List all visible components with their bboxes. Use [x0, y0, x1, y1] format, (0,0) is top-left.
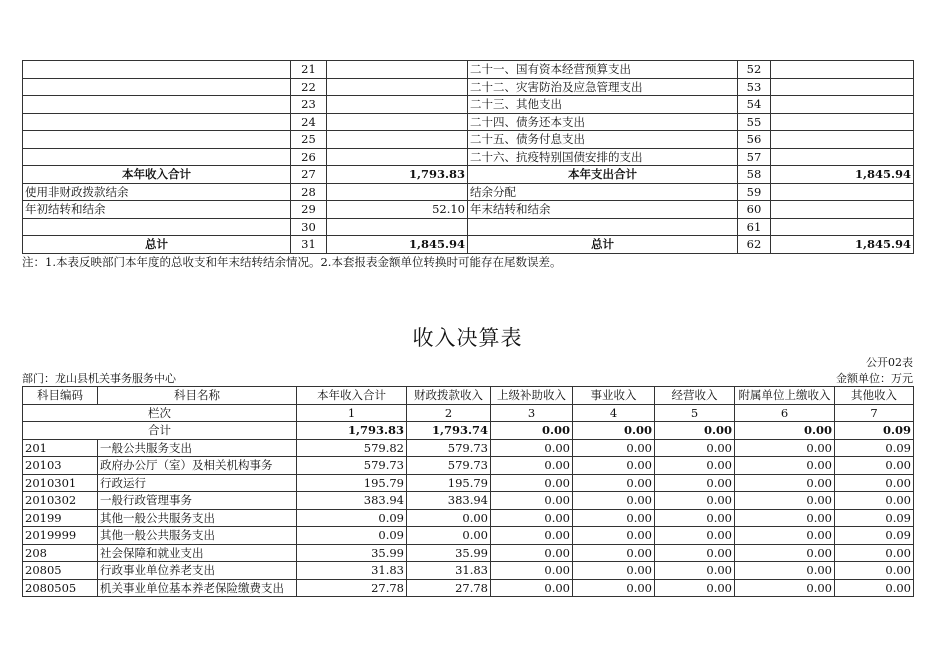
expense-line-number: 56 [738, 131, 771, 149]
expense-amount [771, 218, 914, 236]
expense-amount [771, 113, 914, 131]
income-line-number: 24 [291, 113, 327, 131]
amount-cell: 0.00 [735, 544, 835, 562]
amount-cell: 0.00 [655, 527, 735, 545]
amount-cell: 0.00 [835, 492, 914, 510]
amount-cell: 0.00 [491, 457, 573, 475]
subject-code: 201 [23, 439, 98, 457]
table-row [23, 509, 914, 527]
amount-cell: 579.73 [407, 439, 491, 457]
table-row [23, 492, 914, 510]
income-amount: 1,845.94 [327, 236, 468, 254]
expense-item: 二十四、债务还本支出 [468, 113, 738, 131]
amount-cell: 0.00 [491, 439, 573, 457]
amount-cell: 0.00 [655, 474, 735, 492]
total-value: 0.00 [491, 422, 573, 440]
header-code: 科目编码 [23, 387, 98, 405]
amount-cell: 0.00 [491, 562, 573, 580]
total-value: 1,793.83 [297, 422, 407, 440]
amount-cell: 0.00 [407, 527, 491, 545]
expense-amount [771, 61, 914, 79]
total-value: 0.00 [655, 422, 735, 440]
subject-code: 2010301 [23, 474, 98, 492]
amount-cell: 0.00 [573, 509, 655, 527]
header-business-income: 事业收入 [573, 387, 655, 405]
income-item [23, 61, 291, 79]
table-row [23, 579, 914, 597]
amount-cell: 0.00 [491, 527, 573, 545]
amount-cell: 0.00 [655, 544, 735, 562]
income-amount [327, 218, 468, 236]
amount-cell: 0.00 [573, 527, 655, 545]
amount-cell: 0.00 [735, 562, 835, 580]
expense-amount [771, 96, 914, 114]
total-value: 0.00 [735, 422, 835, 440]
amount-cell: 0.09 [835, 439, 914, 457]
expense-line-number: 54 [738, 96, 771, 114]
expense-item: 本年支出合计 [468, 166, 738, 184]
summary-row [23, 96, 914, 114]
amount-cell: 0.00 [491, 474, 573, 492]
amount-cell: 0.09 [835, 509, 914, 527]
summary-row [23, 201, 914, 219]
income-item: 本年收入合计 [23, 166, 291, 184]
expense-line-number: 57 [738, 148, 771, 166]
subject-name: 政府办公厅（室）及相关机构事务 [98, 457, 297, 475]
amount-cell: 0.00 [835, 474, 914, 492]
total-label: 合计 [23, 422, 297, 440]
amount-cell: 0.00 [491, 509, 573, 527]
expense-item: 二十六、抗疫特别国债安排的支出 [468, 148, 738, 166]
income-table-body [23, 439, 914, 597]
subject-name: 社会保障和就业支出 [98, 544, 297, 562]
amount-cell: 0.00 [655, 439, 735, 457]
income-item: 年初结转和结余 [23, 201, 291, 219]
amount-cell: 35.99 [297, 544, 407, 562]
total-value: 0.00 [573, 422, 655, 440]
subject-code: 20805 [23, 562, 98, 580]
income-line-number: 23 [291, 96, 327, 114]
income-line-number: 21 [291, 61, 327, 79]
income-line-number: 27 [291, 166, 327, 184]
income-amount [327, 148, 468, 166]
income-amount [327, 183, 468, 201]
amount-cell: 0.00 [573, 492, 655, 510]
table-row [23, 527, 914, 545]
expense-item [468, 218, 738, 236]
subject-code: 2010302 [23, 492, 98, 510]
summary-row [23, 236, 914, 254]
subject-name: 一般公共服务支出 [98, 439, 297, 457]
expense-item: 二十一、国有资本经营预算支出 [468, 61, 738, 79]
subject-code: 20103 [23, 457, 98, 475]
subject-name: 行政运行 [98, 474, 297, 492]
header-total-income: 本年收入合计 [297, 387, 407, 405]
income-amount: 52.10 [327, 201, 468, 219]
amount-cell: 0.00 [735, 457, 835, 475]
amount-cell: 0.00 [735, 439, 835, 457]
amount-cell: 27.78 [297, 579, 407, 597]
income-item [23, 131, 291, 149]
amount-cell: 0.00 [573, 544, 655, 562]
amount-cell: 579.73 [297, 457, 407, 475]
income-line-number: 25 [291, 131, 327, 149]
subject-code: 208 [23, 544, 98, 562]
income-table [22, 386, 914, 597]
income-line-number: 31 [291, 236, 327, 254]
income-item [23, 113, 291, 131]
col-number: 5 [655, 404, 735, 422]
amount-cell: 0.00 [573, 579, 655, 597]
table-row [23, 474, 914, 492]
expense-amount [771, 201, 914, 219]
amount-cell: 579.82 [297, 439, 407, 457]
income-item [23, 218, 291, 236]
amount-cell: 0.00 [655, 457, 735, 475]
expense-amount: 1,845.94 [771, 236, 914, 254]
income-amount [327, 78, 468, 96]
income-item: 总计 [23, 236, 291, 254]
amount-cell: 0.00 [655, 492, 735, 510]
amount-cell: 0.00 [735, 492, 835, 510]
table-note: 注：1.本表反映部门本年度的总收支和年末结转结余情况。2.本套报表金额单位转换时可能存在尾数误差。 [22, 255, 562, 269]
amount-cell: 0.09 [835, 527, 914, 545]
amount-cell: 31.83 [297, 562, 407, 580]
expense-item: 年末结转和结余 [468, 201, 738, 219]
income-amount: 1,793.83 [327, 166, 468, 184]
income-line-number: 26 [291, 148, 327, 166]
total-value: 1,793.74 [407, 422, 491, 440]
expense-amount [771, 78, 914, 96]
col-number: 7 [835, 404, 914, 422]
expense-amount [771, 131, 914, 149]
amount-cell: 0.00 [655, 562, 735, 580]
amount-cell: 0.00 [491, 544, 573, 562]
income-item: 使用非财政拨款结余 [23, 183, 291, 201]
amount-cell: 0.00 [735, 527, 835, 545]
expense-line-number: 55 [738, 113, 771, 131]
amount-cell: 0.00 [835, 544, 914, 562]
summary-row [23, 148, 914, 166]
amount-cell: 0.00 [491, 492, 573, 510]
expense-line-number: 62 [738, 236, 771, 254]
col-number: 2 [407, 404, 491, 422]
header-other-income: 其他收入 [835, 387, 914, 405]
amount-cell: 0.00 [573, 439, 655, 457]
summary-row [23, 218, 914, 236]
expense-item: 二十二、灾害防治及应急管理支出 [468, 78, 738, 96]
subject-name: 机关事业单位基本养老保险缴费支出 [98, 579, 297, 597]
income-amount [327, 96, 468, 114]
income-line-number: 30 [291, 218, 327, 236]
department-label: 部门：龙山县机关事务服务中心 [22, 372, 176, 385]
expense-line-number: 58 [738, 166, 771, 184]
expense-line-number: 60 [738, 201, 771, 219]
table-row [23, 439, 914, 457]
subject-code: 2080505 [23, 579, 98, 597]
income-amount [327, 131, 468, 149]
header-fiscal-income: 财政拨款收入 [407, 387, 491, 405]
amount-cell: 0.00 [655, 579, 735, 597]
income-header-row [23, 387, 914, 405]
col-number: 1 [297, 404, 407, 422]
header-operating-income: 经营收入 [655, 387, 735, 405]
total-value: 0.09 [835, 422, 914, 440]
income-item [23, 78, 291, 96]
subject-name: 一般行政管理事务 [98, 492, 297, 510]
col-number: 3 [491, 404, 573, 422]
subject-code: 2019999 [23, 527, 98, 545]
col-number: 4 [573, 404, 655, 422]
summary-table [22, 60, 914, 254]
summary-table-body [23, 61, 914, 254]
table-row [23, 457, 914, 475]
amount-cell: 0.00 [835, 562, 914, 580]
subject-code: 20199 [23, 509, 98, 527]
expense-item: 结余分配 [468, 183, 738, 201]
amount-cell: 0.00 [655, 509, 735, 527]
table-row [23, 544, 914, 562]
amount-cell: 27.78 [407, 579, 491, 597]
amount-cell: 0.00 [491, 579, 573, 597]
amount-cell: 383.94 [297, 492, 407, 510]
amount-cell: 35.99 [407, 544, 491, 562]
expense-item: 二十三、其他支出 [468, 96, 738, 114]
amount-cell: 0.00 [735, 509, 835, 527]
income-item [23, 96, 291, 114]
amount-cell: 383.94 [407, 492, 491, 510]
expense-amount [771, 148, 914, 166]
amount-cell: 0.00 [835, 579, 914, 597]
page-title: 收入决算表 [412, 326, 523, 350]
expense-line-number: 53 [738, 78, 771, 96]
summary-row [23, 113, 914, 131]
summary-row [23, 61, 914, 79]
expense-item: 总计 [468, 236, 738, 254]
amount-cell: 195.79 [297, 474, 407, 492]
amount-cell: 0.00 [835, 457, 914, 475]
income-line-number: 22 [291, 78, 327, 96]
amount-cell: 0.09 [297, 509, 407, 527]
expense-amount: 1,845.94 [771, 166, 914, 184]
summary-row [23, 183, 914, 201]
income-line-number: 29 [291, 201, 327, 219]
header-affiliate-income: 附属单位上缴收入 [735, 387, 835, 405]
unit-label: 金额单位：万元 [836, 372, 913, 385]
expense-item: 二十五、债务付息支出 [468, 131, 738, 149]
income-amount [327, 61, 468, 79]
income-amount [327, 113, 468, 131]
col-row-label: 栏次 [23, 404, 297, 422]
income-line-number: 28 [291, 183, 327, 201]
amount-cell: 0.00 [573, 562, 655, 580]
amount-cell: 0.00 [735, 474, 835, 492]
col-number: 6 [735, 404, 835, 422]
amount-cell: 0.09 [297, 527, 407, 545]
summary-row [23, 166, 914, 184]
amount-cell: 0.00 [573, 474, 655, 492]
expense-line-number: 59 [738, 183, 771, 201]
income-colnum-row [23, 404, 914, 422]
expense-line-number: 52 [738, 61, 771, 79]
amount-cell: 31.83 [407, 562, 491, 580]
amount-cell: 195.79 [407, 474, 491, 492]
header-superior-subsidy: 上级补助收入 [491, 387, 573, 405]
expense-amount [771, 183, 914, 201]
expense-line-number: 61 [738, 218, 771, 236]
subject-name: 其他一般公共服务支出 [98, 527, 297, 545]
income-total-row [23, 422, 914, 440]
table-row [23, 562, 914, 580]
amount-cell: 0.00 [735, 579, 835, 597]
summary-row [23, 78, 914, 96]
amount-cell: 0.00 [573, 457, 655, 475]
form-number: 公开02表 [866, 356, 913, 369]
subject-name: 其他一般公共服务支出 [98, 509, 297, 527]
subject-name: 行政事业单位养老支出 [98, 562, 297, 580]
summary-row [23, 131, 914, 149]
amount-cell: 0.00 [407, 509, 491, 527]
amount-cell: 579.73 [407, 457, 491, 475]
header-name: 科目名称 [98, 387, 297, 405]
income-item [23, 148, 291, 166]
